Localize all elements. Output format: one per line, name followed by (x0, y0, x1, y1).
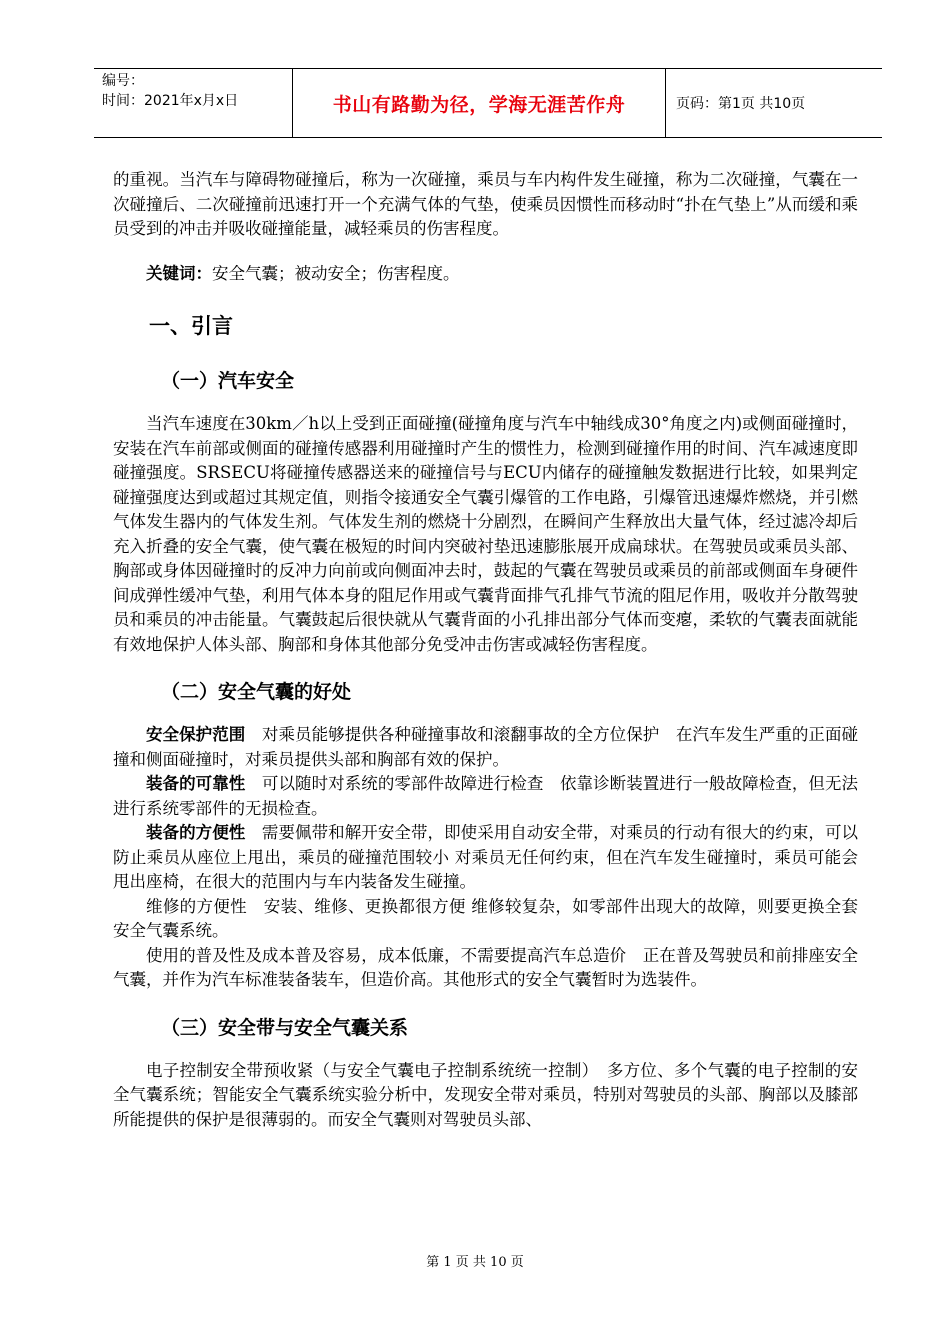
benefit-term: 装备的方便性 (146, 823, 246, 842)
header-motto: 书山有路勤为径，学海无涯苦作舟 (332, 93, 626, 116)
document-time-label: 时间：2021年x月x日 (102, 93, 239, 109)
chapter-heading: 一、引言 (149, 314, 233, 338)
section-heading: （二）安全气囊的好处 (161, 681, 352, 703)
keywords-line (113, 262, 858, 287)
keywords-value: 安全气囊；被动安全；伤害程度。 (212, 263, 460, 283)
benefit-paragraph (113, 944, 858, 993)
benefit-term: 装备的可靠性 (146, 774, 246, 793)
benefit-term: 安全保护范围 (146, 725, 246, 744)
page-header (94, 68, 882, 138)
page-footer: 第 1 页 共 10 页 (426, 1255, 524, 1270)
intro-paragraph: 的重视。当汽车与障碍物碰撞后，称为一次碰撞，乘员与车内构件发生碰撞，称为二次碰撞，气囊在一次碰撞后、二次碰撞前迅速打开一个充满气体的气垫，使乘员因惯性而移动时“扑在气垫上”从而缓和乘员受到的冲击并吸收碰撞能量，减轻乘员的伤害程度。 (113, 170, 858, 238)
benefit-paragraph (113, 895, 858, 944)
section-paragraph: 电子控制安全带预收紧（与安全气囊电子控制系统统一控制） 多方位、多个气囊的电子控制的安全气囊系统；智能安全气囊系统实验分析中，发现安全带对乘员，特别对驾驶员的头部、胸部以及膝部所能提供的保护是很薄弱的。而安全气囊则对驾驶员头部、 (113, 1060, 858, 1129)
benefit-text: 可以随时对系统的零部件故障进行检查 依靠诊断装置进行一般故障检查，但无法进行系统零部件的无损检查。 (113, 774, 859, 818)
benefit-paragraph (113, 772, 858, 821)
benefit-paragraph (113, 821, 858, 895)
header-motto-cell (293, 69, 666, 137)
document-number-label: 编号： (102, 73, 144, 89)
benefit-paragraph (113, 723, 858, 772)
keywords-label: 关键词： (146, 263, 212, 283)
benefit-text: 使用的普及性及成本普及容易，成本低廉，不需要提高汽车总造价 正在普及驾驶员和前排座安全气囊，并作为汽车标准装备装车，但造价高。其他形式的安全气囊暂时为选装件。 (113, 945, 858, 989)
section-heading: （三）安全带与安全气囊关系 (161, 1016, 409, 1039)
document-body (113, 168, 858, 1132)
benefit-text: 对乘员能够提供各种碰撞事故和滚翻事故的全方位保护 在汽车发生严重的正面碰撞和侧面碰撞时，对乘员提供头部和胸部有效的保护。 (113, 725, 859, 769)
benefit-text: 需要佩带和解开安全带，即使采用自动安全带，对乘员的行动有很大的约束，可以防止乘员从座位上甩出，乘员的碰撞范围较小 对乘员无任何约束，但在汽车发生碰撞时，乘员可能会甩出座椅，在很大的范围内与车内装备发生碰撞。 (113, 823, 859, 891)
header-meta-cell (94, 69, 293, 137)
header-page-cell (666, 69, 882, 137)
section-heading: （一）汽车安全 (161, 370, 295, 392)
benefit-text: 维修的方便性 安装、维修、更换都很方便 维修较复杂，如零部件出现大的故障，则要更换全套安全气囊系统。 (113, 896, 858, 940)
header-page-info: 页码：第1页 共10页 (676, 96, 806, 112)
section-paragraph: 当汽车速度在30km／h以上受到正面碰撞(碰撞角度与汽车中轴线成30°角度之内)或侧面碰撞时，安装在汽车前部或侧面的碰撞传感器利用碰撞时产生的惯性力，检测到碰撞作用的时间、汽车减速度即碰撞强度。SRSECU将碰撞传感器送来的碰撞信号与ECU内储存的碰撞触发数据进行比较，如果判定碰撞强度达到或超过其规定值，则指令接通安全气囊引爆管的工作电路，引爆管迅速爆炸燃烧，并引燃气体发生器内的气体发生剂。气体发生剂的燃烧十分剧烈，在瞬间产生释放出大量气体，经过滤冷却后充入折叠的安全气囊，使气囊在极短的时间内突破衬垫迅速膨胀展开成扁球状。在驾驶员或乘员头部、胸部或身体因碰撞时的反冲力向前或向侧面冲去时，鼓起的气囊在驾驶员或乘员的前部或侧面车身硬件间成弹性缓冲气垫，利用气体本身的阻尼作用或气囊背面排气孔排气节流的阻尼作用，吸收并分散驾驶员和乘员的冲击能量。气囊鼓起后很快就从气囊背面的小孔排出部分气体而变瘪，柔软的气囊表面就能有效地保护人体头部、胸部和身体其他部分免受冲击伤害或减轻伤害程度。 (113, 414, 858, 654)
